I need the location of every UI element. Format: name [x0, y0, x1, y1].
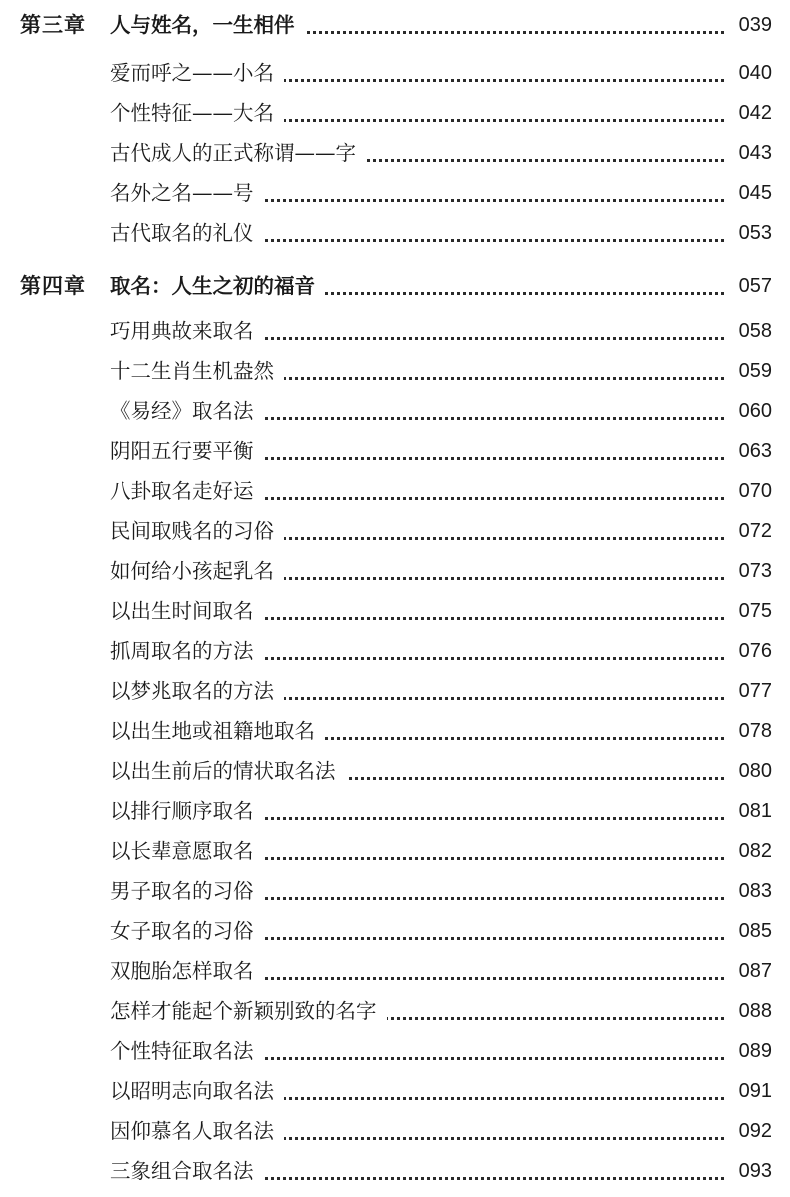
page-number: 070: [731, 471, 772, 511]
page-number: 059: [731, 351, 772, 391]
section-title: 以排行顺序取名: [110, 791, 264, 831]
section-title: 抓周取名的方法: [110, 631, 264, 671]
section-title: 以长辈意愿取名: [110, 831, 264, 871]
toc-entry-row[interactable]: [0, 551, 790, 591]
chapter-heading-row[interactable]: [0, 5, 790, 45]
toc-entry-row[interactable]: [0, 173, 790, 213]
page-number: 063: [731, 431, 772, 471]
toc-entry-row[interactable]: [0, 751, 790, 791]
page-number: 057: [731, 266, 772, 306]
page-number: 077: [731, 671, 772, 711]
section-title: 名外之名——号: [110, 173, 264, 213]
section-title: 古代成人的正式称谓——字: [110, 133, 366, 173]
toc-entry-row[interactable]: [0, 93, 790, 133]
chapter-heading-row[interactable]: [0, 266, 790, 306]
section-title: 以出生时间取名: [110, 591, 264, 631]
section-title: 以昭明志向取名法: [110, 1071, 284, 1111]
toc-entry-row[interactable]: [0, 871, 790, 911]
toc-entry-row[interactable]: [0, 391, 790, 431]
page-number: 078: [731, 711, 772, 751]
toc-entry-row[interactable]: [0, 133, 790, 173]
page-number: 088: [731, 991, 772, 1031]
page-number: 073: [731, 551, 772, 591]
page-number: 039: [731, 5, 772, 45]
page-number: 087: [731, 951, 772, 991]
toc-entry-row[interactable]: [0, 631, 790, 671]
section-title: 民间取贱名的习俗: [110, 511, 284, 551]
chapter-title: 取名：人生之初的福音: [110, 266, 325, 306]
toc-entry-row[interactable]: [0, 53, 790, 93]
page-number: 092: [731, 1111, 772, 1151]
page-number: 040: [731, 53, 772, 93]
toc-entry-row[interactable]: [0, 311, 790, 351]
toc-entry-row[interactable]: [0, 1151, 790, 1191]
toc-entry-row[interactable]: [0, 213, 790, 253]
page-number: 053: [731, 213, 772, 253]
toc-entry-row[interactable]: [0, 431, 790, 471]
page-number: 081: [731, 791, 772, 831]
section-title: 因仰慕名人取名法: [110, 1111, 284, 1151]
section-title: 阴阳五行要平衡: [110, 431, 264, 471]
page-number: 075: [731, 591, 772, 631]
toc-entry-row[interactable]: [0, 951, 790, 991]
page-number: 082: [731, 831, 772, 871]
page-number: 083: [731, 871, 772, 911]
section-title: 以梦兆取名的方法: [110, 671, 284, 711]
page-number: 093: [731, 1151, 772, 1191]
section-title: 以出生前后的情状取名法: [110, 751, 346, 791]
page-number: 072: [731, 511, 772, 551]
toc-entry-row[interactable]: [0, 1071, 790, 1111]
section-title: 双胞胎怎样取名: [110, 951, 264, 991]
section-title: 《易经》取名法: [110, 391, 264, 431]
page-number: 043: [731, 133, 772, 173]
section-title: 古代取名的礼仪: [110, 213, 264, 253]
page-number: 045: [731, 173, 772, 213]
section-title: 八卦取名走好运: [110, 471, 264, 511]
page-number: 042: [731, 93, 772, 133]
section-title: 男子取名的习俗: [110, 871, 264, 911]
section-title: 爱而呼之——小名: [110, 53, 284, 93]
section-title: 三象组合取名法: [110, 1151, 264, 1191]
toc-entry-row[interactable]: [0, 991, 790, 1031]
toc-entry-row[interactable]: [0, 511, 790, 551]
section-title: 个性特征——大名: [110, 93, 284, 133]
page-number: 091: [731, 1071, 772, 1111]
page-number: 060: [731, 391, 772, 431]
section-title: 个性特征取名法: [110, 1031, 264, 1071]
chapter-label: 第四章: [20, 273, 86, 298]
page-number: 080: [731, 751, 772, 791]
toc-entry-row[interactable]: [0, 591, 790, 631]
section-title: 怎样才能起个新颖别致的名字: [110, 991, 387, 1031]
section-title: 如何给小孩起乳名: [110, 551, 284, 591]
section-title: 十二生肖生机盎然: [110, 351, 284, 391]
page-number: 085: [731, 911, 772, 951]
page-number: 058: [731, 311, 772, 351]
chapter-label: 第三章: [20, 12, 86, 37]
toc-entry-row[interactable]: [0, 831, 790, 871]
section-title: 女子取名的习俗: [110, 911, 264, 951]
toc-entry-row[interactable]: [0, 471, 790, 511]
page-number: 076: [731, 631, 772, 671]
section-title: 以出生地或祖籍地取名: [110, 711, 325, 751]
toc-entry-row[interactable]: [0, 351, 790, 391]
toc-entry-row[interactable]: [0, 671, 790, 711]
toc-entry-row[interactable]: [0, 1031, 790, 1071]
toc-entry-row[interactable]: [0, 791, 790, 831]
toc-entry-row[interactable]: [0, 1111, 790, 1151]
toc-entry-row[interactable]: [0, 911, 790, 951]
page-number: 089: [731, 1031, 772, 1071]
section-title: 巧用典故来取名: [110, 311, 264, 351]
chapter-title: 人与姓名，一生相伴: [110, 5, 305, 45]
toc-entry-row[interactable]: [0, 711, 790, 751]
